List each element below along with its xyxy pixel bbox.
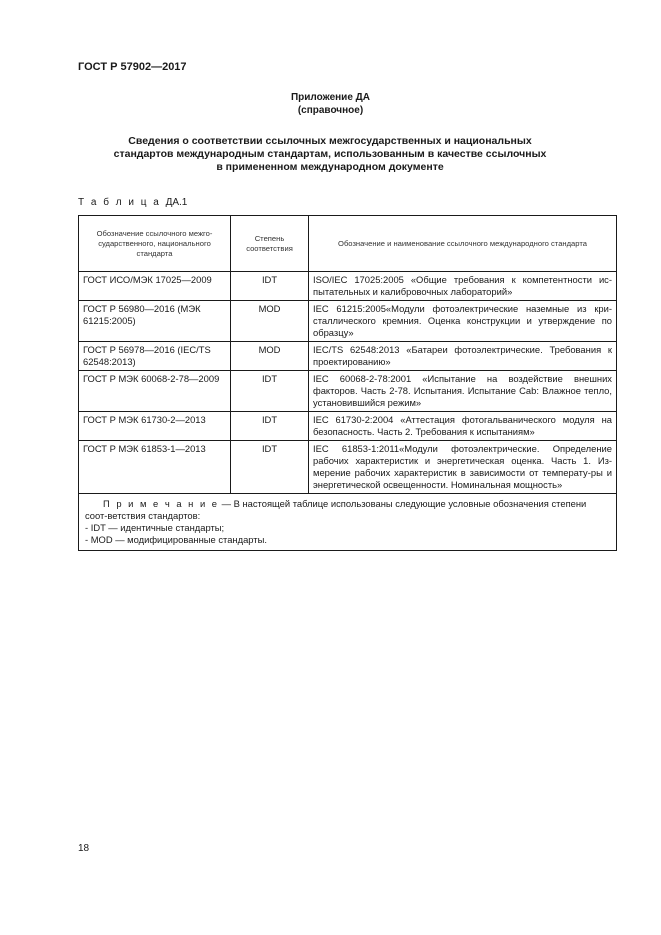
cell-degree: IDT [231,441,309,494]
cell-international: IEC 61730-2:2004 «Аттестация фотогальванического модуля на безопасность. Часть 2. Требования к испытаниям» [309,412,617,441]
table-label-prefix: Т а б л и ц а [78,197,166,208]
appendix-subtitle: (справочное) [297,105,364,116]
document-number: ГОСТ Р 57902—2017 [78,61,187,73]
cell-international: ISO/IEC 17025:2005 «Общие требования к компетентности ис-пытательных и калибровочных лабораторий» [309,272,617,301]
cell-national: ГОСТ Р МЭК 61853-1—2013 [79,441,231,494]
table-row [79,272,617,301]
table-header-row [79,216,617,272]
column-header-international: Обозначение и наименование ссылочного международного стандарта [309,216,617,272]
cell-international: IEC/TS 62548:2013 «Батареи фотоэлектрические. Требования к проектированию» [309,342,617,371]
cell-national: ГОСТ Р 56978—2016 (IEC/TS 62548:2013) [79,342,231,371]
cell-national: ГОСТ Р МЭК 60068-2-78—2009 [79,371,231,412]
cell-national: ГОСТ Р 56980—2016 (МЭК 61215:2005) [79,301,231,342]
table-label-id: ДА.1 [165,197,188,208]
cell-degree: MOD [231,301,309,342]
column-header-degree: Степень соответствия [231,216,309,272]
note-item: - IDT — идентичные стандарты; [85,522,225,533]
note-paragraph [85,498,610,522]
column-header-national: Обозначение ссылочного межго-сударственного, национального стандарта [79,216,231,272]
cell-national: ГОСТ ИСО/МЭК 17025—2009 [79,272,231,301]
table-row [79,301,617,342]
appendix-title: Приложение ДА [290,92,371,103]
cell-degree: MOD [231,342,309,371]
appendix-heading [0,91,661,117]
table-row [79,342,617,371]
cell-degree: IDT [231,412,309,441]
table-note-row [79,494,617,551]
table-label [78,197,187,208]
table-row [79,441,617,494]
cell-international: IEC 61853-1:2011«Модули фотоэлектрические. Определение рабочих характеристик и энергетическая оценка. Часть 1. Из-мерение рабочих характеристик в зависимости от температу-ры и энергетической освещенности. Номинальная мощность» [309,441,617,494]
table-note [79,494,617,551]
section-title: Сведения о соответствии ссылочных межгосударственных и национальных стандартов международным стандартам, использованным в качестве ссылочных в примененном международном документе [113,135,547,173]
cell-degree: IDT [231,272,309,301]
correspondence-table [78,215,617,551]
cell-national: ГОСТ Р МЭК 61730-2—2013 [79,412,231,441]
page-number: 18 [78,843,90,854]
table-row [79,371,617,412]
note-text: — В настоящей таблице использованы следующие условные обозначения степени соот-ветствия стандартов: [85,498,587,521]
cell-degree: IDT [231,371,309,412]
table-row [79,412,617,441]
note-heading: П р и м е ч а н и е [103,498,220,509]
cell-international: IEC 61215:2005«Модули фотоэлектрические наземные из кри-сталлического кремния. Оценка конструкции и утверждение по образцу» [309,301,617,342]
cell-international: IEC 60068-2-78:2001 «Испытание на воздействие внешних факторов. Часть 2-78. Испытания. Испытание Cab: Влажное тепло, установившийся режим» [309,371,617,412]
note-item: - MOD — модифицированные стандарты. [85,534,267,545]
